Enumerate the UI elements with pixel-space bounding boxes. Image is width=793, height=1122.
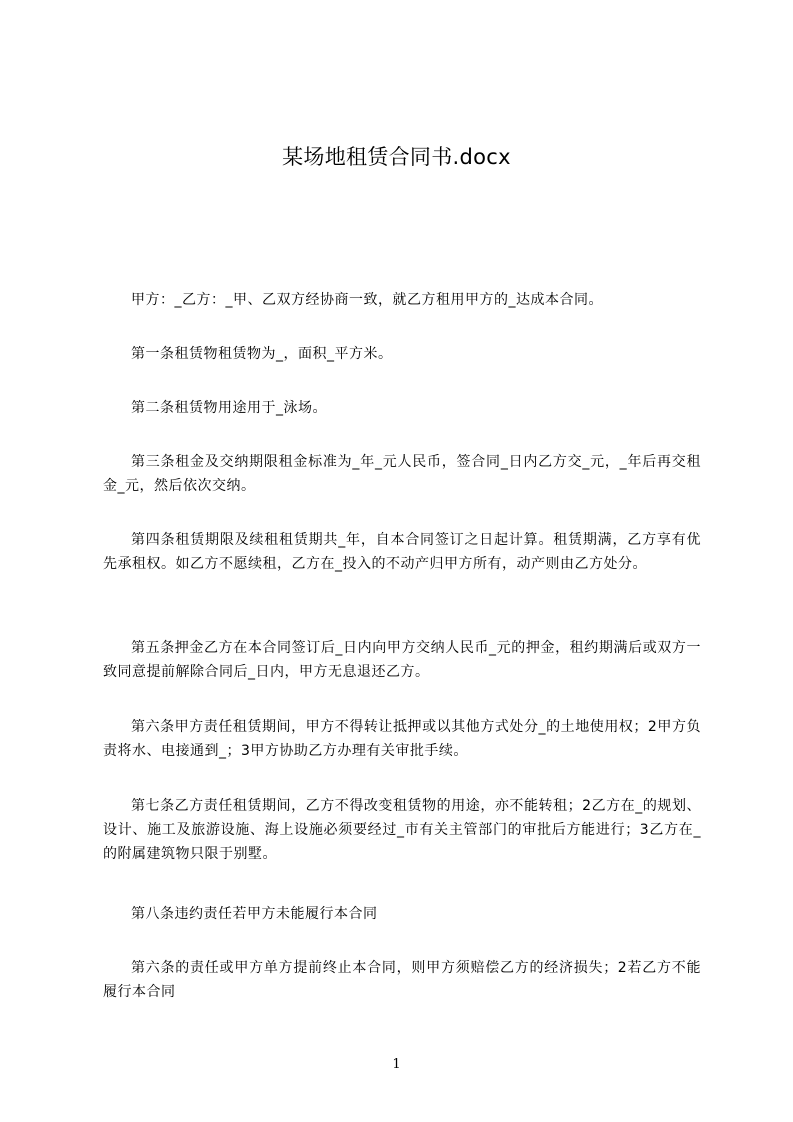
paragraph-article-6: 第六条甲方责任租赁期间，甲方不得转让抵押或以其他方式处分_的土地使用权；2甲方负责将水、电接通到_；3甲方协助乙方办理有关审批手续。: [103, 719, 701, 759]
paragraph-parties: 甲方：_乙方：_甲、乙双方经协商一致，就乙方租用甲方的_达成本合同。: [131, 292, 603, 308]
paragraph-article-7: 第七条乙方责任租赁期间，乙方不得改变租赁物的用途，亦不能转租；2乙方在_的规划、设计、施工及旅游设施、海上设施必须要经过_市有关主管部门的审批后方能进行；3乙方在_的附属建筑物只限于别墅。: [103, 798, 701, 862]
page-number: 1: [392, 1057, 401, 1072]
paragraph-article-4: 第四条租赁期限及续租租赁期共_年，自本合同签订之日起计算。租赁期满，乙方享有优先承租权。如乙方不愿续租，乙方在_投入的不动产归甲方所有，动产则由乙方处分。: [103, 532, 701, 572]
paragraph-article-2: 第二条租赁物用途用于_泳场。: [131, 400, 327, 416]
document-title: 某场地租赁合同书.docx: [282, 145, 511, 169]
paragraph-article-3: 第三条租金及交纳期限租金标准为_年_元人民币，签合同_日内乙方交_元，_年后再交租金_元，然后依次交纳。: [103, 454, 701, 494]
paragraph-article-5: 第五条押金乙方在本合同签订后_日内向甲方交纳人民币_元的押金，租约期满后或双方一致同意提前解除合同后_日内，甲方无息退还乙方。: [103, 640, 701, 680]
paragraph-article-8: 第八条违约责任若甲方未能履行本合同: [131, 906, 378, 922]
paragraph-article-1: 第一条租赁物租赁物为_，面积_平方米。: [131, 346, 393, 362]
paragraph-article-8-continued: 第六条的责任或甲方单方提前终止本合同，则甲方须赔偿乙方的经济损失；2若乙方不能履行本合同: [103, 960, 701, 1000]
